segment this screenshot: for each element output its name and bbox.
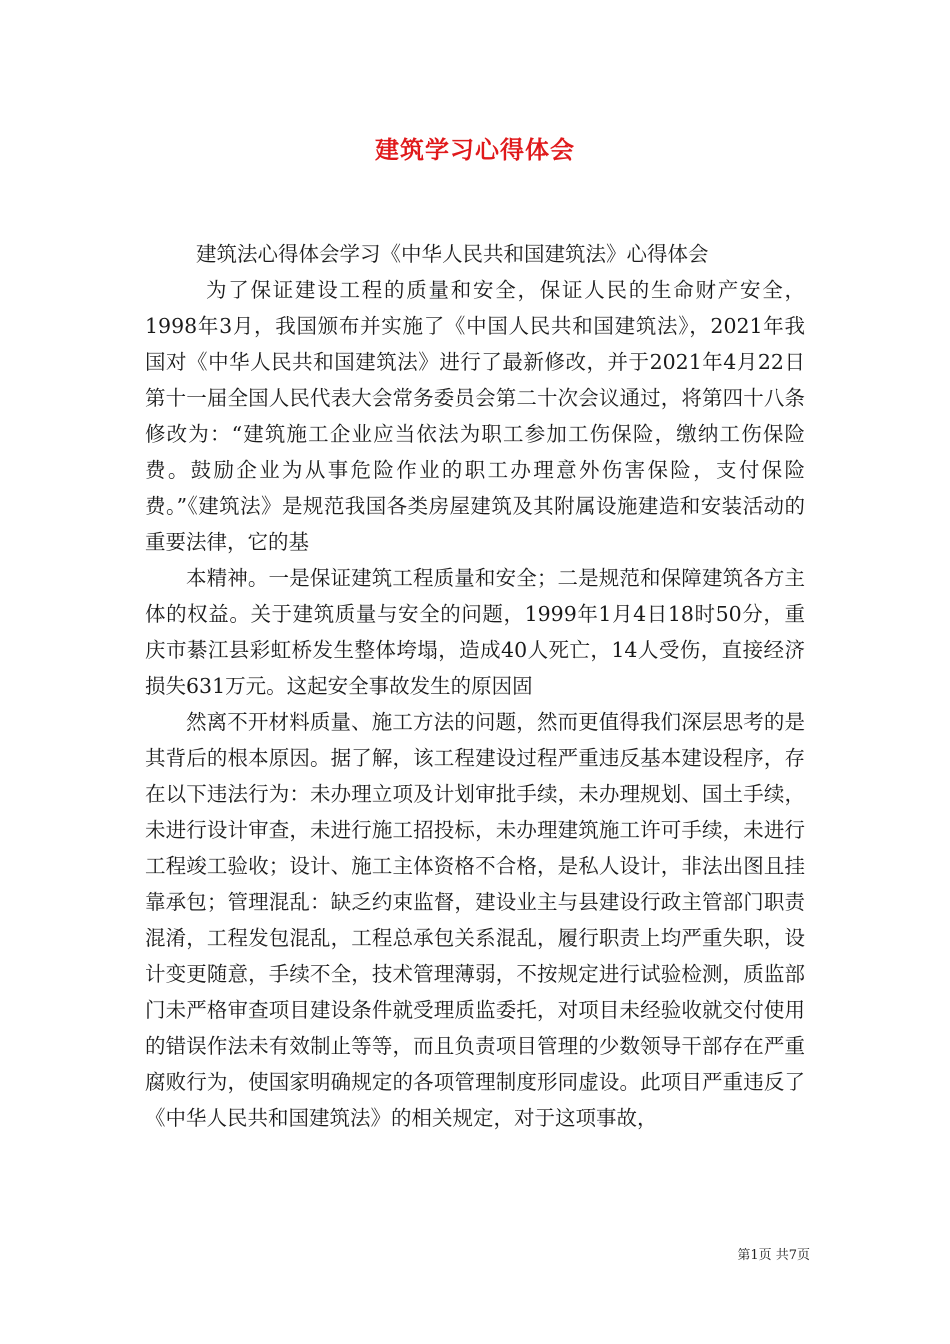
page-number: 第1页 共7页 <box>737 1248 810 1263</box>
paragraph-3: 然离不开材料质量、施工方法的问题，然而更值得我们深层思考的是其背后的根本原因。据了解，该工程建设过程严重违反基本建设程序，存在以下违法行为：未办理立项及计划审批手续，未办理规划、国土手续，未进行设计审查，未进行施工招投标，未办理建筑施工许可手续，未进行工程竣工验收；设计、施工主体资格不合格，是私人设计，非法出图且挂靠承包；管理混乱：缺乏约束监督，建设业主与县建设行政主管部门职责混淆，工程发包混乱，工程总承包关系混乱，履行职责上均严重失职，设计变更随意，手续不全，技术管理薄弱，不按规定进行试验检测，质监部门未严格审查项目建设条件就受理质监委托，对项目未经验收就交付使用的错误作法未有效制止等等，而且负责项目管理的少数领导干部存在严重腐败行为，使国家明确规定的各项管理制度形同虚设。此项目严重违反了《中华人民共和国建筑法》的相关规定，对于这项事故， <box>145 710 805 1130</box>
paragraph-1: 为了保证建设工程的质量和安全，保证人民的生命财产安全，1998年3月，我国颁布并实施了《中国人民共和国建筑法》，2021年我国对《中华人民共和国建筑法》进行了最新修改，并于2021年4月22日第十一届全国人民代表大会常务委员会第二十次会议通过，将第四十八条修改为：“建筑施工企业应当依法为职工参加工伤保险，缴纳工伤保险费。鼓励企业为从事危险作业的职工办理意外伤害保险，支付保险费。”《建筑法》是规范我国各类房屋建筑及其附属设施建造和安装活动的重要法律，它的基 <box>145 278 805 554</box>
page-title: 建筑学习心得体会 <box>375 135 575 164</box>
document-body <box>145 236 805 1136</box>
paragraph-2: 本精神。一是保证建筑工程质量和安全；二是规范和保障建筑各方主体的权益。关于建筑质量与安全的问题，1999年1月4日18时50分，重庆市綦江县彩虹桥发生整体垮塌，造成40人死亡，14人受伤，直接经济损失631万元。这起安全事故发生的原因固 <box>145 566 805 698</box>
paragraph-intro: 建筑法心得体会学习《中华人民共和国建筑法》心得体会 <box>196 242 709 266</box>
